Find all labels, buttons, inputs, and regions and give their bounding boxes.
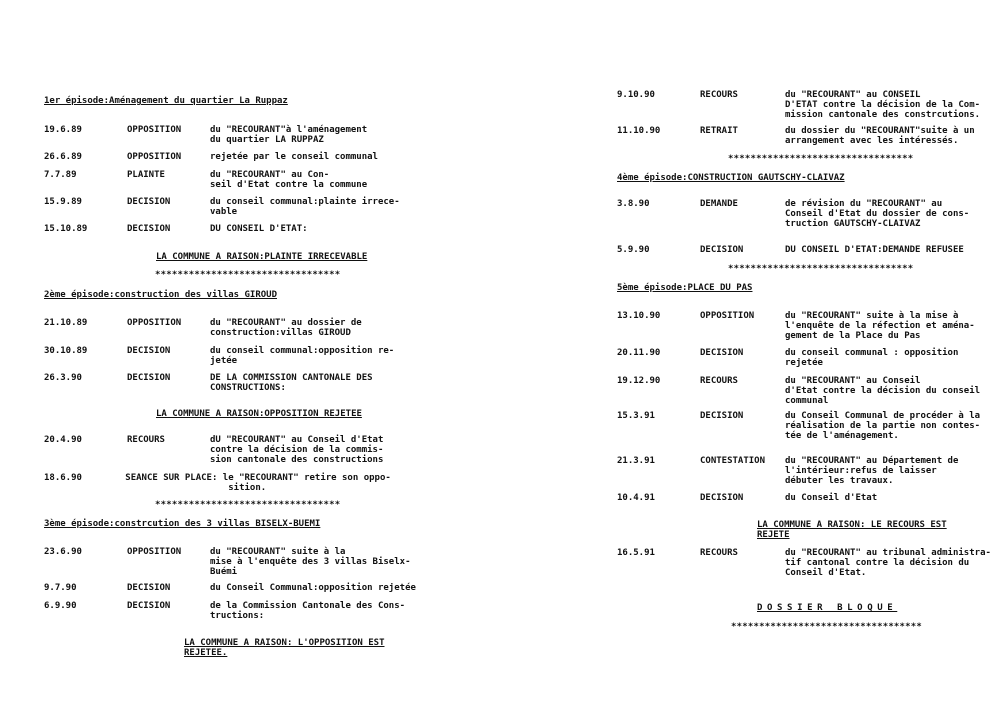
entry-type: RECOURS (700, 90, 738, 100)
entry-type: DECISION (700, 245, 744, 255)
separator-stars: ********************************* (155, 270, 341, 280)
separator-stars: ********************************* (155, 500, 341, 510)
entry-description: de révision du "RECOURANT" au Conseil d'Etat du dossier de cons- truction GAUTSCHY-CLAIVAZ (785, 199, 970, 229)
entry-date: 15.9.89 (44, 197, 82, 207)
entry-date: 7.7.89 (44, 170, 77, 180)
entry-description: DU CONSEIL D'ETAT:DEMANDE REFUSEE (785, 245, 964, 255)
entry-date: 20.11.90 (617, 348, 661, 358)
entry-description: du "RECOURANT" suite à la mise à l'enquête des 3 villas Biselx- Buémi (210, 547, 411, 577)
separator-stars: ********************************* (728, 264, 914, 274)
entry-description: du Conseil Communal de procéder à la réalisation de la partie non contes- tée de l'aménagement. (785, 411, 981, 441)
entry-type: DEMANDE (700, 199, 738, 209)
entry-description: DE LA COMMISSION CANTONALE DES CONSTRUCTIONS: (210, 373, 373, 393)
entry-date: 15.10.89 (44, 224, 88, 234)
separator-stars: ********************************* (728, 154, 914, 164)
entry-description: du dossier du "RECOURANT"suite à un arrangement avec les intéressés. (785, 126, 975, 146)
entry-date: 21.10.89 (44, 318, 88, 328)
entry-description: du Conseil d'Etat (785, 493, 878, 503)
entry-description: du conseil communal:plainte irrece- vable (210, 197, 400, 217)
final-separator-stars: ********************************** (731, 622, 923, 632)
episode-3-verdict: LA COMMUNE A RAISON: L'OPPOSITION EST REJETEE. (184, 638, 385, 658)
entry-description: du "RECOURANT"à l'aménagement du quartier LA RUPPAZ (210, 125, 368, 145)
episode-2-heading: 2ème épisode:construction des villas GIROUD (44, 290, 277, 300)
episode-4-heading: 4ème épisode:CONSTRUCTION GAUTSCHY-CLAIVAZ (617, 173, 845, 183)
entry-type: DECISION (700, 493, 744, 503)
entry-date: 23.6.90 (44, 547, 82, 557)
entry-date: 3.8.90 (617, 199, 650, 209)
entry-date: 19.12.90 (617, 376, 661, 386)
entry-type: DECISION (700, 348, 744, 358)
entry-description: du conseil communal:opposition re- jetée (210, 346, 395, 366)
episode-3-heading: 3ème épisode:constrcution des 3 villas BISELX-BUEMI (44, 519, 321, 529)
entry-type: CONTESTATION (700, 456, 766, 466)
entry-date: 9.7.90 (44, 583, 77, 593)
entry-date: 19.6.89 (44, 125, 82, 135)
entry-description: du "RECOURANT" suite à la mise à l'enquête de la réfection et aména- gement de la Place du Pas (785, 311, 975, 341)
entry-date: 11.10.90 (617, 126, 661, 136)
entry-date: 15.3.91 (617, 411, 655, 421)
episode-5-heading: 5ème épisode:PLACE DU PAS (617, 283, 753, 293)
entry-date: 30.10.89 (44, 346, 88, 356)
episode-1-verdict: LA COMMUNE A RAISON:PLAINTE IRRECEVABLE (156, 252, 368, 262)
entry-date: 5.9.90 (617, 245, 650, 255)
site-meeting-entry: 18.6.90 SEANCE SUR PLACE: le "RECOURANT" retire son oppo- sition. (44, 473, 391, 493)
entry-description: du "RECOURANT" au Département de l'intérieur:refus de laisser débuter les travaux. (785, 456, 959, 486)
entry-type: OPPOSITION (127, 547, 182, 557)
entry-type: OPPOSITION (127, 125, 182, 135)
entry-type: PLAINTE (127, 170, 165, 180)
entry-date: 6.9.90 (44, 601, 77, 611)
entry-description: DU CONSEIL D'ETAT: (210, 224, 308, 234)
entry-type: OPPOSITION (127, 318, 182, 328)
entry-type: DECISION (127, 346, 171, 356)
entry-date: 9.10.90 (617, 90, 655, 100)
entry-date: 26.6.89 (44, 152, 82, 162)
entry-description: du "RECOURANT" au Conseil d'Etat contre la décision du conseil communal (785, 376, 981, 406)
entry-description: du "RECOURANT" au CONSEIL D'ETAT contre la décision de la Com- mission cantonale des constrcutions. (785, 90, 981, 120)
entry-description: du "RECOURANT" au tribunal administra- tif cantonal contre la décision du Conseil d'Etat. (785, 548, 991, 578)
entry-type: RETRAIT (700, 126, 738, 136)
entry-type: RECOURS (700, 376, 738, 386)
entry-date: 21.3.91 (617, 456, 655, 466)
entry-type: OPPOSITION (700, 311, 755, 321)
entry-description: du conseil communal : opposition rejetée (785, 348, 959, 368)
entry-description: dU "RECOURANT" au Conseil d'Etat contre la décision de la commis- sion cantonale des constructions (210, 435, 384, 465)
entry-type: DECISION (127, 224, 171, 234)
episode-5-verdict: LA COMMUNE A RAISON: LE RECOURS EST REJETE (757, 520, 947, 540)
dossier-bloque-label: DOSSIER BLOQUE (757, 603, 898, 613)
entry-date: 13.10.90 (617, 311, 661, 321)
entry-type: DECISION (127, 197, 171, 207)
entry-description: du Conseil Communal:opposition rejetée (210, 583, 416, 593)
episode-2-verdict: LA COMMUNE A RAISON:OPPOSITION REJETEE (156, 409, 362, 419)
entry-date: 26.3.90 (44, 373, 82, 383)
entry-date: 20.4.90 (44, 435, 82, 445)
entry-date: 10.4.91 (617, 493, 655, 503)
entry-description: du "RECOURANT" au dossier de construction:villas GIROUD (210, 318, 362, 338)
episode-1-heading: 1er épisode:Aménagement du quartier La Ruppaz (44, 96, 288, 106)
entry-description: rejetée par le conseil communal (210, 152, 378, 162)
entry-type: RECOURS (700, 548, 738, 558)
entry-description: de la Commission Cantonale des Cons- tructions: (210, 601, 406, 621)
entry-type: RECOURS (127, 435, 165, 445)
entry-description: du "RECOURANT" au Con- seil d'Etat contre la commune (210, 170, 368, 190)
entry-type: DECISION (127, 601, 171, 611)
entry-type: OPPOSITION (127, 152, 182, 162)
entry-date: 16.5.91 (617, 548, 655, 558)
entry-type: DECISION (127, 373, 171, 383)
entry-type: DECISION (700, 411, 744, 421)
entry-type: DECISION (127, 583, 171, 593)
